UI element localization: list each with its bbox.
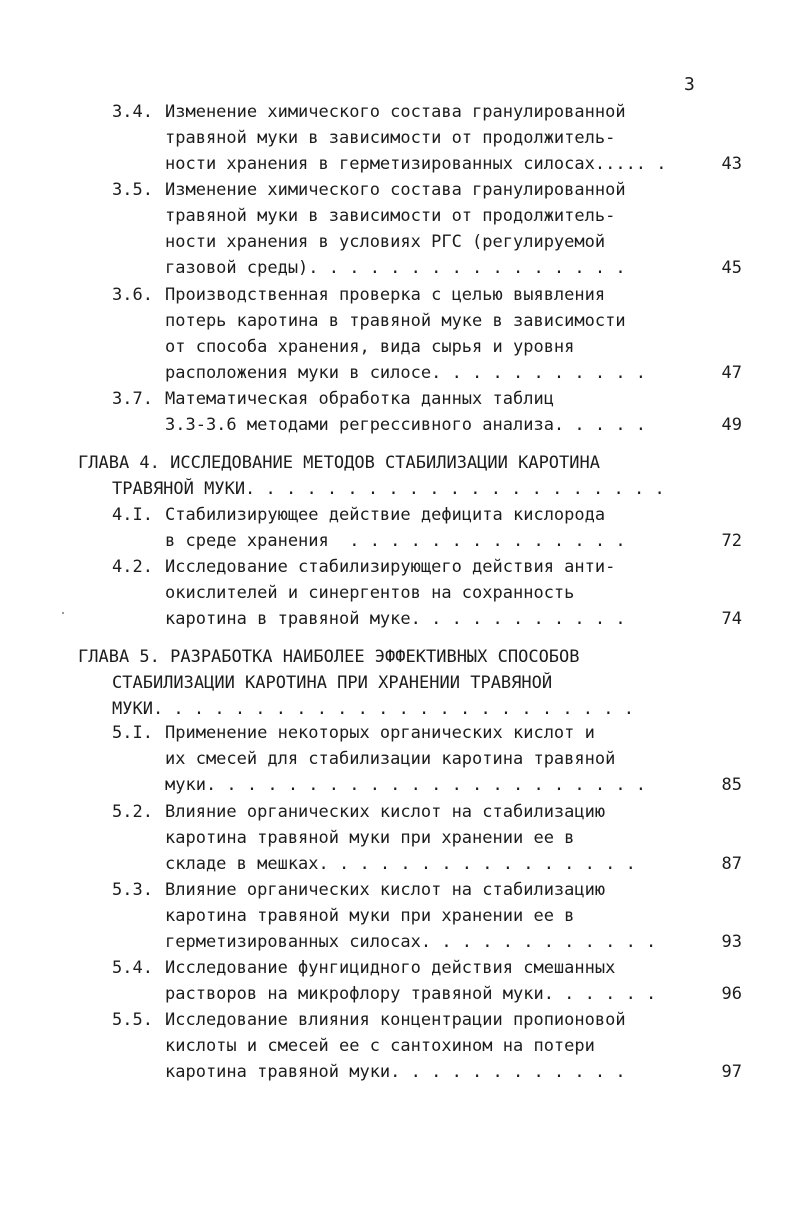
toc-entry-number: 5.2. [112,802,153,822]
toc-entry-number: 4.2. [112,557,153,577]
chapter-heading-line: ГЛАВА 4. ИССЛЕДОВАНИЕ МЕТОДОВ СТАБИЛИЗАЦИИ КАРОТИНА [78,453,600,473]
toc-entry-text: Исследование стабилизирующего действия анти- [165,557,616,577]
toc-entry-page: 87 [721,854,742,874]
toc-entry-page: 85 [721,775,742,795]
toc-entry-page: 93 [721,932,742,952]
toc-entry-text: Исследование фунгицидного действия смешанных [165,958,616,978]
toc-entry-page: 49 [721,415,742,435]
toc-entry-number: 4.I. [112,505,153,525]
toc-entry-text: травяной муки в зависимости от продолжитель- [165,128,616,148]
toc-entry-page: 72 [721,531,742,551]
toc-entry-number: 5.5. [112,1010,153,1030]
toc-entry-page: 43 [721,154,742,174]
chapter-heading-line: МУКИ. . . . . . . . . . . . . . . . . . . . . . . . [112,699,634,719]
toc-entry-text: каротина травяной муки при хранении ее в [165,828,575,848]
chapter-heading-line: СТАБИЛИЗАЦИИ КАРОТИНА ПРИ ХРАНЕНИИ ТРАВЯНОЙ [112,673,553,693]
toc-entry-number: 3.4. [112,102,153,122]
toc-entry-text: Математическая обработка данных таблиц [165,389,554,409]
toc-entry-text: Производственная проверка с целью выявления [165,285,606,305]
toc-entry-number: 5.3. [112,880,153,900]
toc-entry-page: 47 [721,363,742,383]
toc-entry-text: ности хранения в условиях РГС (регулируемой [165,232,606,252]
toc-entry-text: Влияние органических кислот на стабилизацию [165,880,606,900]
toc-entry-page: 97 [721,1062,742,1082]
toc-entry-number: 3.7. [112,389,153,409]
toc-entry-text: 3.3-3.6 методами регрессивного анализа. . . . . [165,415,647,435]
toc-entry-text: каротина травяной муки при хранении ее в [165,906,575,926]
toc-entry-text: складе в мешках. . . . . . . . . . . . . . . . [165,854,636,874]
page-number: 3 [684,74,695,95]
toc-entry-text: расположения муки в силосе. . . . . . . . . . . [165,363,647,383]
toc-entry-text: Изменение химического состава гранулированной [165,102,626,122]
toc-entry-text: муки. . . . . . . . . . . . . . . . . . . . . . [165,775,647,795]
toc-entry-text: герметизированных силосах. . . . . . . . . . . . [165,932,657,952]
toc-entry-text: ности хранения в герметизированных силосах..... . [165,154,667,174]
toc-entry-text: Влияние органических кислот на стабилизацию [165,802,606,822]
chapter-heading-line: ТРАВЯНОЙ МУКИ. . . . . . . . . . . . . . . . . . . . . [112,479,665,499]
toc-entry-text: их смесей для стабилизации каротина травяной [165,749,616,769]
toc-entry-text: от способа хранения, вида сырья и уровня [165,337,575,357]
toc-entry-text: газовой среды). . . . . . . . . . . . . . . . [165,258,626,278]
toc-entry-number: 5.I. [112,723,153,743]
toc-entry-text: Стабилизирующее действие дефицита кислорода [165,505,606,525]
chapter-heading-line: ГЛАВА 5. РАЗРАБОТКА НАИБОЛЕЕ ЭФФЕКТИВНЫХ СПОСОБОВ [78,647,580,667]
toc-entry-text: потерь каротина в травяной муке в зависимости [165,311,626,331]
toc-entry-text: окислителей и синергентов на сохранность [165,583,575,603]
toc-entry-text: Исследование влияния концентрации пропионовой [165,1010,626,1030]
toc-entry-text: каротина в травяной муке. . . . . . . . . . . [165,609,626,629]
scan-speck [62,612,64,614]
toc-entry-text: Изменение химического состава гранулированной [165,180,626,200]
toc-entry-page: 96 [721,984,742,1004]
toc-entry-text: кислоты и смесей ее с сантохином на потери [165,1036,595,1056]
toc-entry-text: в среде хранения . . . . . . . . . . . . . . [165,531,626,551]
toc-entry-number: 5.4. [112,958,153,978]
toc-entry-text: травяной муки в зависимости от продолжитель- [165,206,616,226]
toc-entry-page: 45 [721,258,742,278]
toc-entry-text: каротина травяной муки. . . . . . . . . . . . [165,1062,626,1082]
toc-entry-text: Применение некоторых органических кислот и [165,723,595,743]
toc-entry-number: 3.6. [112,285,153,305]
toc-entry-number: 3.5. [112,180,153,200]
toc-entry-page: 74 [721,609,742,629]
toc-entry-text: растворов на микрофлору травяной муки. . . . . . [165,984,657,1004]
